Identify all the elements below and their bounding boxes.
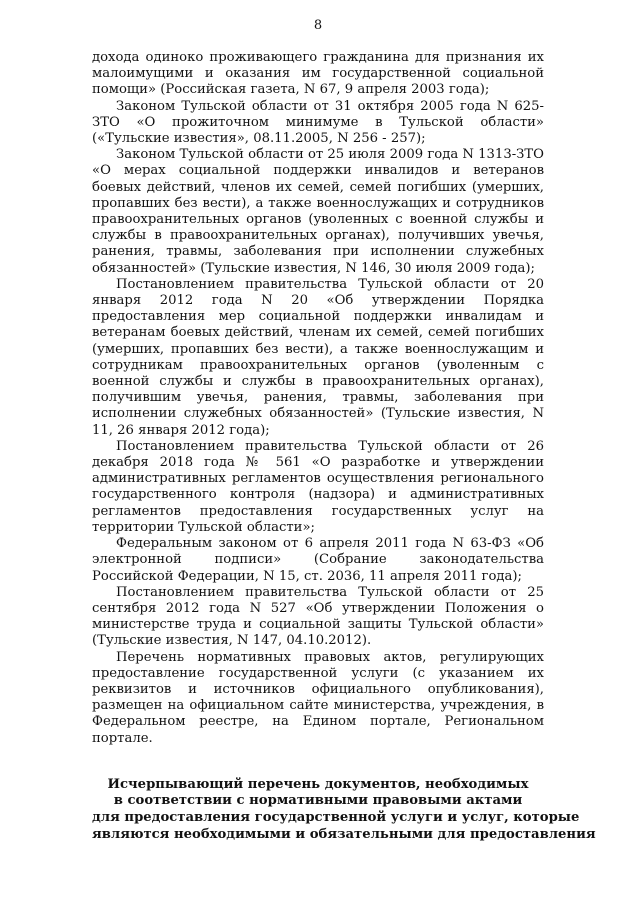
body-text [92, 50, 544, 747]
paragraph-list-published: Перечень нормативных правовых актов, регулирующих предоставление государственной услуги (с указанием их реквизитов и источников официального опубликования), размещен на официальном сайте министерства, учреждения, в Федеральном реестре, на Едином портале, Региональном портале. [92, 649, 544, 746]
heading-line: Исчерпывающий перечень документов, необходимых [107, 776, 529, 792]
heading-line: для предоставления государственной услуги и услуг, которые [92, 809, 580, 825]
section-heading [92, 776, 596, 843]
page-number: 8 [313, 18, 323, 33]
paragraph-resolution-527: Постановлением правительства Тульской области от 25 сентября 2012 года N 527 «Об утверждении Положения о министерстве труда и социальной защиты Тульской области» (Тульские известия, N 147, 04.10.2012). [92, 584, 544, 649]
paragraph-resolution-561: Постановлением правительства Тульской области от 26 декабря 2018 года № 561 «О разработке и утверждении административных регламентов осуществления регионального государственного контроля (надзора) и административных регламентов предоставления государственных услуг на территории Тульской области»; [92, 438, 544, 535]
heading-line: являются необходимыми и обязательными для предоставления [92, 826, 596, 842]
paragraph-law-625: Законом Тульской области от 31 октября 2005 года N 625-ЗТО «О прожиточном минимуме в Тульской области» («Тульские известия», 08.11.2005, N 256 - 257); [92, 98, 544, 147]
paragraph-continuation: дохода одиноко проживающего гражданина для признания их малоимущими и оказания им государственной социальной помощи» (Российская газета, N 67, 9 апреля 2003 года); [92, 50, 544, 98]
heading-line: в соответствии с нормативными правовыми актами [113, 793, 523, 809]
paragraph-resolution-20: Постановлением правительства Тульской области от 20 января 2012 года N 20 «Об утверждении Порядка предоставления мер социальной поддержки инвалидам и ветеранам боевых действий, членам их семей, семей погибших (умерших, пропавших без вести), а также военнослужащим и сотрудникам правоохранительных органов (уволенным с военной службы и службы в правоохранительных органах), получившим увечья, ранения, травмы, заболевания при исполнении служебных обязанностей» (Тульские известия, N 11, 26 января 2012 года); [92, 276, 544, 438]
paragraph-law-1313: Законом Тульской области от 25 июля 2009 года N 1313-ЗТО «О мерах социальной поддержки инвалидов и ветеранов боевых действий, членов их семей, семей погибших (умерших, пропавших без вести), а также военнослужащих и сотрудников правоохранительных органов (уволенных с военной службы и службы в правоохранительных органах), получивших увечья, ранения, травмы, заболевания при исполнении служебных обязанностей» (Тульские известия, N 146, 30 июля 2009 года); [92, 147, 544, 276]
paragraph-federal-law-63: Федеральным законом от 6 апреля 2011 года N 63-ФЗ «Об электронной подписи» (Собрание законодательства Российской Федерации, N 15, ст. 2036, 11 апреля 2011 года); [92, 536, 544, 584]
